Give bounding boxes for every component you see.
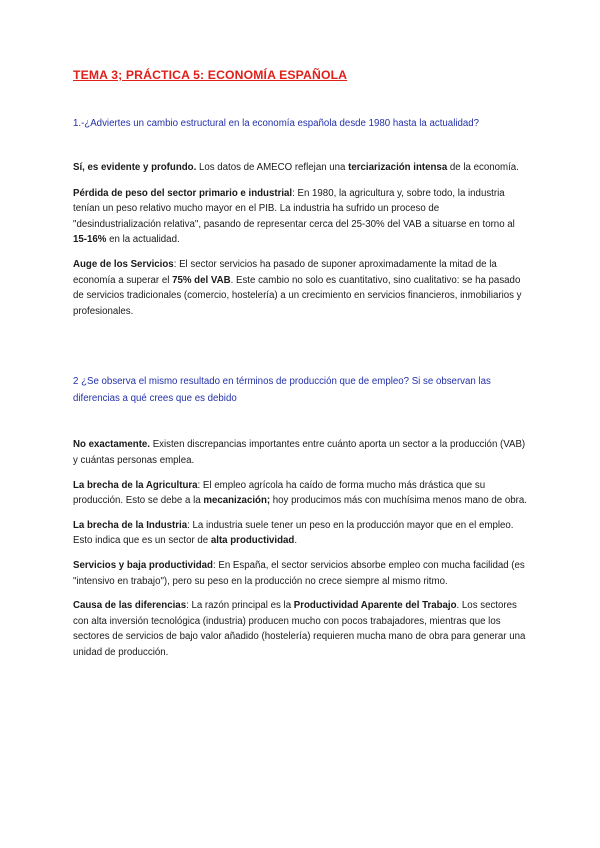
- answer-2-services-productivity-heading: Servicios y baja productividad: [73, 559, 213, 571]
- answer-1-primary-industrial-end: en la actualidad.: [106, 234, 180, 246]
- answer-1-summary: [73, 160, 528, 176]
- answer-1-services-end: . Este cambio no solo es cuantitativo, sino cualitativo: se ha pasado de servicios tradicionales (comercio, hostelería) a un crecimiento en servicios financieros, inmobiliarios y profesionales.: [73, 274, 522, 317]
- answer-2-cause-text: : La razón principal es la: [186, 600, 294, 612]
- answer-1-primary-industrial-heading: Pérdida de peso del sector primario e industrial: [73, 187, 293, 199]
- answer-1-primary-industrial-figure: 15-16%: [73, 234, 107, 246]
- question-2-section: [73, 373, 528, 660]
- answer-1-summary-text: Los datos de AMECO reflejan una: [196, 162, 349, 173]
- answer-2-agriculture-gap-heading: La brecha de la Agricultura: [73, 479, 198, 491]
- answer-1-primary-industrial-text: : En 1980, la agricultura y, sobre todo, la industria tenían un peso relativo mucho mayor en el PIB. La industria ha sufrido un proceso de "desindustrialización relativa", pasando de representar cerca del 25-30% del VAB a situarse en torno al: [73, 187, 515, 230]
- answer-2-agriculture-gap-text: : El empleo agrícola ha caído de forma mucho más drástica que su producción. Esto se debe a la: [73, 479, 486, 507]
- answer-2-cause-heading: Causa de las diferencias: [73, 600, 187, 612]
- question-2: 2 ¿Se observa el mismo resultado en términos de producción que de empleo? Si se observan las diferencias a qué crees que es debido: [73, 376, 491, 405]
- question-1: 1.-¿Adviertes un cambio estructural en la economía española desde 1980 hasta la actualidad?: [73, 118, 480, 129]
- answer-2-agriculture-gap-highlight: mecanización;: [203, 495, 271, 507]
- answer-2-agriculture-gap-end: hoy producimos más con muchísima menos mano de obra.: [270, 495, 527, 507]
- answer-2-industry-gap-heading: La brecha de la Industria: [73, 519, 188, 531]
- answer-2-industry-gap-highlight: alta productividad: [210, 535, 295, 547]
- question-1-section: [73, 115, 528, 319]
- document-title: TEMA 3; PRÁCTICA 5: ECONOMÍA ESPAÑOLA: [73, 68, 348, 82]
- answer-1-services-heading: Auge de los Servicios: [73, 258, 174, 270]
- answer-2-cause-end: . Los sectores con alta inversión tecnológica (industria) producen mucho con pocos trabajadores, mientras que los sectores de servicios de bajo valor añadido (hostelería) requieren mucha mano de obra para generar una unidad de producción.: [73, 600, 526, 658]
- answer-1-services-figure: 75% del VAB: [172, 274, 231, 286]
- answer-2-summary-text: Existen discrepancias importantes entre cuánto aporta un sector a la producción (VAB) y cuántas personas emplea.: [73, 439, 526, 466]
- answer-1-summary-highlight: terciarización intensa: [348, 162, 448, 173]
- answer-2-summary: [73, 437, 528, 468]
- answer-2-cause: [73, 598, 528, 660]
- answer-2-industry-gap-text: : La industria suele tener un peso en la producción mayor que en el empleo. Esto indica que es un sector de: [73, 519, 514, 547]
- answer-2-industry-gap-end: .: [294, 535, 298, 547]
- answer-2-cause-highlight: Productividad Aparente del Trabajo: [293, 600, 457, 612]
- answer-2-agriculture-gap: [73, 478, 528, 509]
- answer-2-services-productivity: [73, 558, 528, 589]
- answer-2-summary-lead: No exactamente.: [73, 439, 150, 451]
- answer-1-services: [73, 257, 528, 319]
- answer-2-industry-gap: [73, 518, 528, 549]
- answer-1-summary-end: de la economía.: [447, 162, 519, 173]
- answer-2-services-productivity-text: : En España, el sector servicios absorbe empleo con mucha facilidad (es "intensivo en trabajo"), pero su peso en la producción no crece siempre al mismo ritmo.: [73, 559, 525, 587]
- answer-1-primary-industrial: [73, 186, 528, 248]
- answer-1-summary-lead: Sí, es evidente y profundo.: [73, 162, 197, 173]
- answer-1-services-text: : El sector servicios ha pasado de suponer aproximadamente la mitad de la economía a superar el: [73, 258, 497, 286]
